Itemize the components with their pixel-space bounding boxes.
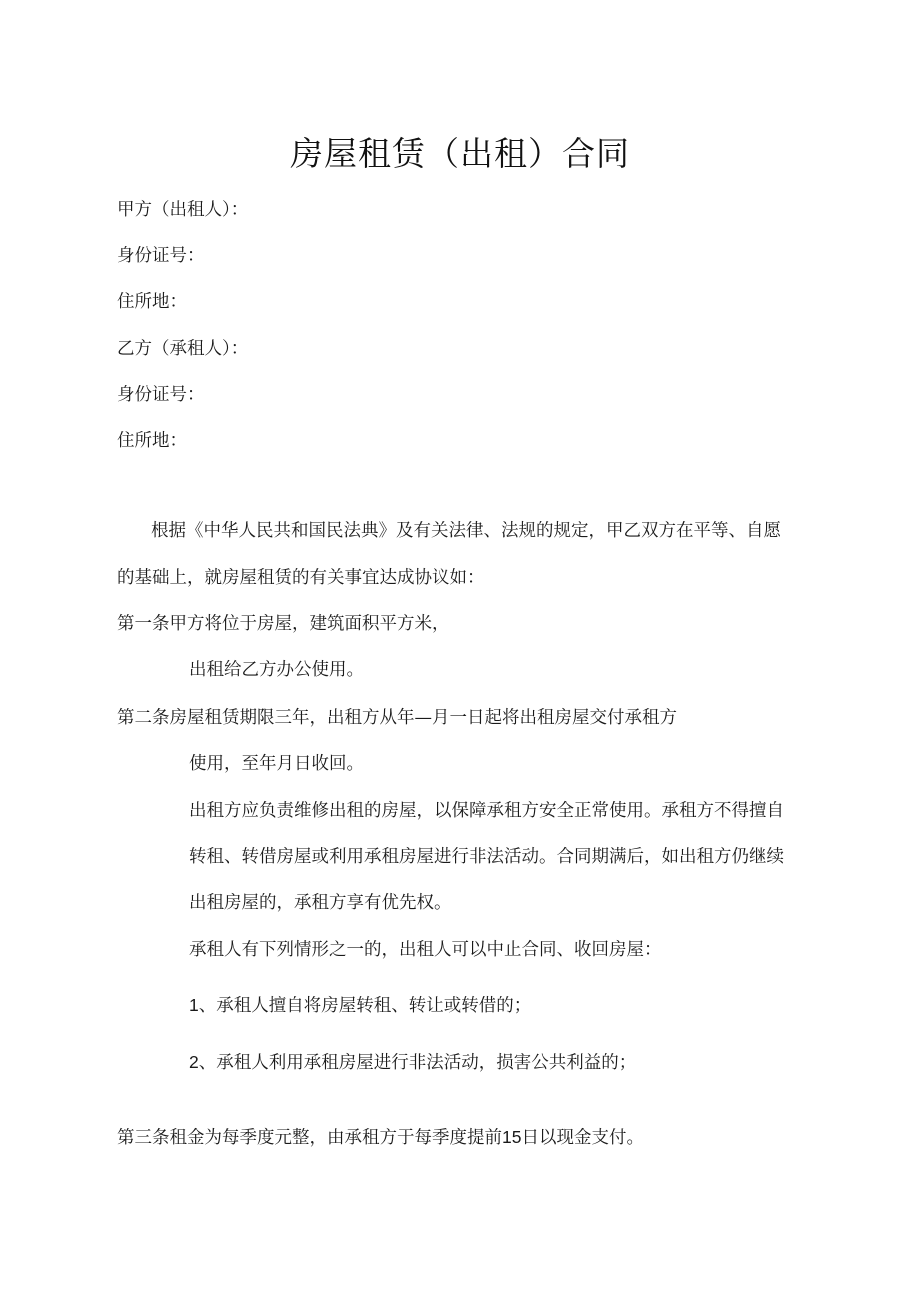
party-a-label: 甲方（出租人）： xyxy=(117,200,249,220)
article-2-line-2: 使用，至年月日收回。 xyxy=(189,754,364,774)
item-number: 1 xyxy=(189,995,199,1015)
item-text: 、承租人利用承租房屋进行非法活动，损害公共利益的； xyxy=(198,1053,637,1073)
article-3 xyxy=(117,1125,644,1150)
item-text: 、承租人擅自将房屋转租、转让或转借的； xyxy=(198,996,532,1016)
party-b-address-label: 住所地： xyxy=(117,431,187,451)
article-3-text-after: 日以现金支付。 xyxy=(521,1128,644,1148)
article-2-item-1 xyxy=(189,993,531,1018)
party-a-address-label: 住所地： xyxy=(117,292,187,312)
article-2-para-1-line-3: 出租房屋的，承租方享有优先权。 xyxy=(189,893,452,913)
party-b-id-label: 身份证号： xyxy=(117,385,205,405)
item-number: 2 xyxy=(189,1052,199,1072)
article-2-line-1: 第二条房屋租赁期限三年，出租方从年—月一日起将出租房屋交付承租方 xyxy=(117,708,677,728)
article-2-para-1-line-1: 出租方应负责维修出租的房屋，以保障承租方安全正常使用。承租方不得擅自 xyxy=(189,801,784,821)
article-1-line-1: 第一条甲方将位于房屋，建筑面积平方米， xyxy=(117,614,450,634)
article-2-para-2: 承租人有下列情形之一的，出租人可以中止合同、收回房屋： xyxy=(189,940,662,960)
party-a-id-label: 身份证号： xyxy=(117,246,205,266)
party-b-label: 乙方（承租人）： xyxy=(117,339,249,359)
article-2-para-1-line-2: 转租、转借房屋或利用承租房屋进行非法活动。合同期满后，如出租方仍继续 xyxy=(189,847,784,867)
article-2-item-2 xyxy=(189,1050,636,1075)
article-3-days: 15 xyxy=(502,1127,522,1147)
preamble-line-2: 的基础上，就房屋租赁的有关事宜达成协议如： xyxy=(117,568,485,588)
preamble-line-1: 根据《中华人民共和国民法典》及有关法律、法规的规定，甲乙双方在平等、自愿 xyxy=(151,521,781,541)
article-1-line-2: 出租给乙方办公使用。 xyxy=(189,660,364,680)
page-title: 房屋租赁（出租）合同 xyxy=(290,134,630,173)
article-3-text-before: 第三条租金为每季度元整，由承租方于每季度提前 xyxy=(117,1128,502,1148)
